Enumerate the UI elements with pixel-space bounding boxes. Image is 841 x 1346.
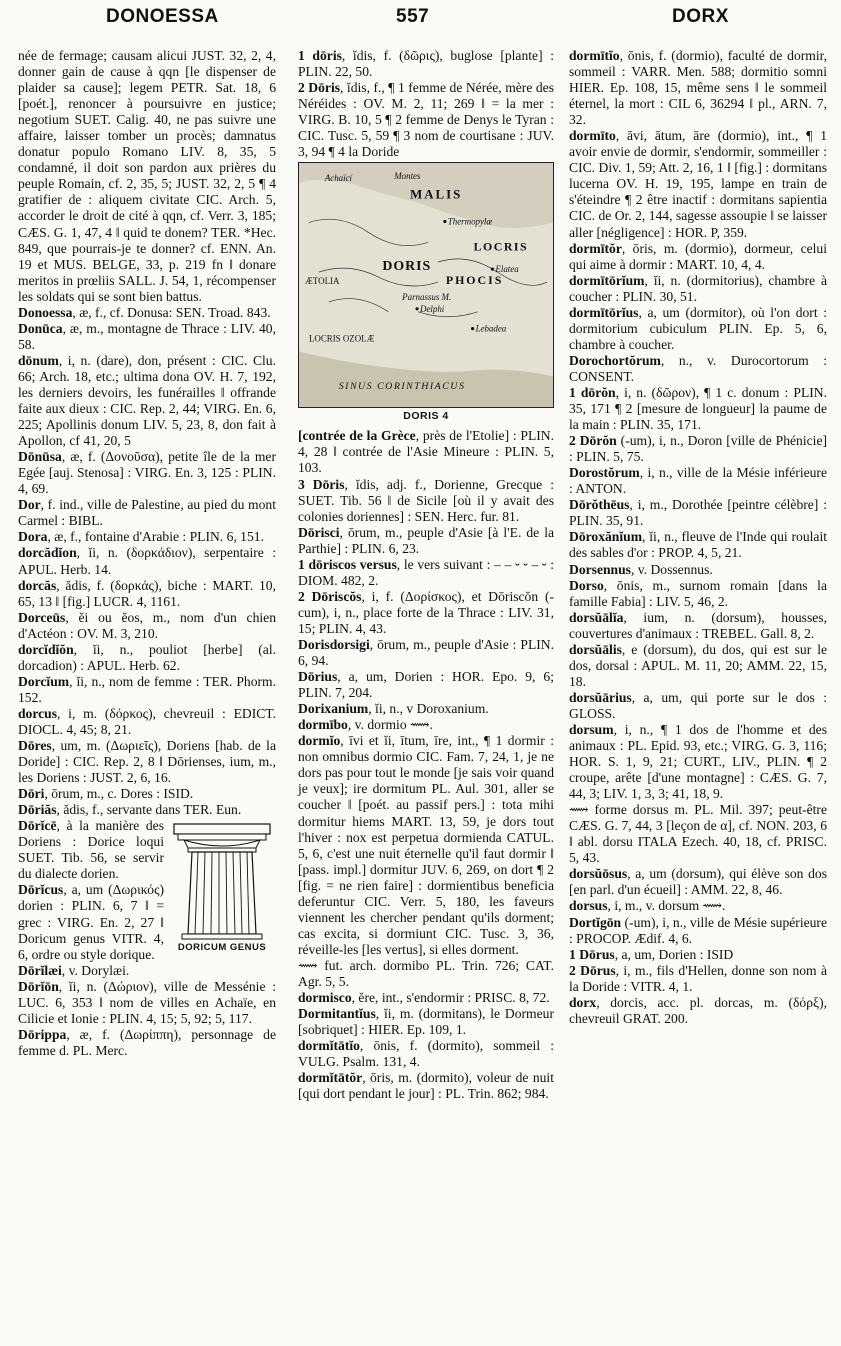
entry-dorcadion: dorcădĭon, ĭi, n. (δορκάδιον), serpentaire : APUL. Herb. 14. [18,545,276,577]
map-label-sinus-corinthiacus: SINUS CORINTHIACUS [338,381,466,393]
entry-dorsualia: dorsŭālĭa, ium, n. (dorsum), housses, couvertures d'animaux : TREBEL. Gall. 8, 2. [569,609,827,641]
entry-dora: Dora, æ, f., fontaine d'Arabie : PLIN. 6, 151. [18,529,264,545]
headword: 2 Dōriscŏs [298,588,362,604]
entry-dormito: dormīto, āvi, ātum, āre (dormio), int., ¶ 1 avoir envie de dormir, s'endormir, sommeiller : CIC. Div. 1, 59; Att. 2, 16, 1 ‖ [fig.] : dormitans lucerna OV. H. 19, 195, lampe en train de s'éteindre ¶ 2 être inactif : dormitans sapientia CIC. de Or. 2, 144, sagesse assoupie ‖ se laisser aller [négligence] : HOR. P, 359. [569,128,827,240]
headword: 1 Dōrus [569,946,615,962]
headword: 1 dōris [298,48,342,63]
entry-doricus: Dōrĭcus, a, um (Δωρικός) dorien : PLIN. 6, 7 ‖ = grec : VIRG. En. 2, 27 ‖ Doricum genus VITR. 4, 6, ordre ou style dorique. [18,882,164,962]
headword: dorsŭārius [569,689,632,705]
entry-dorisdorsigi: Dorisdorsigi, ōrum, m., peuple d'Asie : PLIN. 6, 94. [298,636,554,669]
entry-dormitorius: dormītōrĭus, a, um (dormitor), où l'on dort : dormitorium cubiculum PLIN. Ep. 5, 6, chambre à coucher. [569,304,827,352]
entry-donum: dōnum, i, n. (dare), don, présent : CIC. Clu. 66; Arch. 18, etc.; ultima dona OV. H. 7, 192, les derniers devoirs, les funérailles ‖ offrande faite aux dieux : CIC. Rep. 2, 44; VIRG. En. 6, 225; Apollinis donum LIV. 5, 23, 8, don fait à Apollon, cf 41, 20, 5 [18,352,276,449]
headword: dorsŭōsus [569,866,628,882]
map-label-parnassus: Parnassus M. [402,292,452,303]
headword: Dōrius [298,669,338,685]
entry-dorsum: dorsum, i, n., ¶ 1 dos de l'homme et des animaux : PL. Epid. 93, etc.; VIRG. G. 3, 116; HOR. S. 1, 9, 21; CURT., LIV., PLIN. ¶ 2 croupe, arête [d'une montagne] : CÆS. G. 7, 44, 3; LIV. 1, 3, 3; 41, 18, 9. [569,721,827,802]
entry-dortigon: Dortĭgōn (-um), i, n., ville de Mésie supérieure : PROCOP. Ædif. 4, 6. [569,914,827,946]
entry-dorcus: dorcus, i, m. (δόρκος), chevreuil : EDICT. DIOCL. 4, 45; 8, 21. [18,705,276,737]
headword: Dor [18,497,41,513]
running-head [0,6,841,31]
headword: [contrée de la Grèce [298,428,416,444]
headword: Dora [18,529,48,545]
headword: dōnum [18,352,59,368]
entry-dormitantius: Dormitantĭus, ĭi, m. (dormitans), le Dormeur [sobriquet] : HIER. Ep. 109, 1. [298,1006,554,1038]
headword: dormītŏr [569,240,622,256]
headword: Dorisdorsigi [298,636,370,652]
headword: Donoessa [18,304,73,320]
entry-dorx: dorx, dorcis, acc. pl. dorcas, m. (δόρξ), chevreuil GRAT. 200. [569,994,827,1026]
entry-doris-3: 3 Dōris, ĭdis, adj. f., Dorienne, Grecque : SUET. Tib. 56 ‖ de Sicile [où il y avait des colonies doriennes] : SEN. Herc. fur. 81. [298,476,554,524]
headword: Dōriăs [18,802,57,818]
headword: Dorsennus [569,561,631,577]
headword: dormisco [298,990,352,1006]
entry-doris-1: 1 dōris, ĭdis, f. (δῶρις), buglose [plante] : PLIN. 22, 50. [298,48,554,80]
entry-dorsennus: Dorsennus, v. Dossennus. [569,561,713,577]
entry-dormio: dormĭo, īvi et ĭi, ītum, īre, int., ¶ 1 dormir : non omnibus dormio CIC. Fam. 7, 24, 1, je ne dors pas pour tout le monde [je sais voir quand je veux]; ire dormitum PL. Aul. 301, aller se coucher ‖ [poét. au passif pers.] : tota mihi dormitur hiems MART. 13, 59, je dors tout l'hiver : nox est perpetua dormienda CATUL. 5, 6, c'est une nuit éternelle qu'il faut dormir ‖ [pass. impl.] dormitur JUV. 6, 269, on dort ¶ 2 [fig. = ne rien faire] : dormientibus beneficia deferuntur CIC. Verr. 5, 180, les faveurs viennent les chercher pendant qu'ils dorment; cas excita, si dormiunt CIC. Tusc. 3, 36, réveille-les [les vertus], si elles dorment. [298,733,554,957]
headword: 3 Dōris [298,476,345,492]
entry-dormitor: dormītŏr, ōris, m. (dormio), dormeur, celui qui aime à dormir : MART. 10, 4, 4. [569,240,827,272]
headword: 2 Dōris [298,80,341,96]
guide-word-right: DORX [672,6,729,27]
entry-dorso: Dorso, ōnis, m., surnom romain [dans la famille Fabia] : LIV. 5, 46, 2. [569,577,827,609]
column-1 [18,48,276,1059]
headword: Dōrippa [18,1026,67,1042]
headword: Dortĭgōn [569,914,622,930]
headword: Dōrŏthēus [569,497,630,513]
entry-dormio-note: ⟿ fut. arch. dormibo PL. Trin. 726; CAT. Agr. 5, 5. [298,957,554,989]
headword: dorsŭālĭa [569,609,624,625]
entry-doriscos-versus: 1 dōriscos versus, le vers suivant : – – ⏑ ⏑ – ⏑ : DIOM. 482, 2. [298,556,554,588]
entry-donuca: Donūca, æ, m., montagne de Thrace : LIV. 40, 58. [18,320,276,352]
headword: dormībo [298,717,348,733]
headword: 2 Dōrus [569,962,616,978]
entry-dorcidion: dorcĭdĭŏn, ĭi, n., pouliot [herbe] (al. dorcadion) : APUL. Herb. 62. [18,641,276,673]
entry-dorus-1: 1 Dōrus, a, um, Dorien : ISID [569,946,734,962]
entry-dorotheus: Dōrŏthēus, i, m., Dorothée [peintre célèbre] : PLIN. 35, 91. [569,497,827,529]
headword: Dōrĭcus [18,882,64,898]
headword: Dōri [18,786,45,802]
column-2 [298,48,554,1102]
headword: Dōrĭcē [18,818,57,834]
headword: dorcăs [18,577,57,593]
map-label-locris: LOCRIS [473,239,529,254]
entry-dor: Dor, f. ind., ville de Palestine, au pied du mont Carmel : BIBL. [18,497,276,529]
entry-doris-2-cont: [contrée de la Grèce, près de l'Etolie] : PLIN. 4, 28 ‖ contrée de l'Asie Mineure : PLIN. 5, 103. [298,428,555,476]
entry-dorochortorum: Dorochortŏrum, n., v. Durocortorum : CONSENT. [569,352,827,384]
entry-doriscos-2: 2 Dōriscŏs, i, f. (Δορίσκος), et Dōriscŏn (-cum), i, n., place forte de la Thrace : LIV. 31, 15; PLIN. 4, 43. [298,588,554,636]
headword: dorx [569,994,597,1010]
headword: Dorcĭum [18,673,70,689]
headword: Dorochortŏrum [569,352,661,368]
headword: 2 Dōrŏn [569,433,617,449]
headword: Dōroxănĭum [569,529,643,545]
headword: Dōrĭōn [18,978,59,994]
entry-dorsum-note: ⟿ forme dorsus m. PL. Mil. 397; peut-être CÆS. G. 7, 44, 3 [leçon de α], cf. NON. 203, 6 ‖ abl. dorsu ITALA Ezech. 40, 18, cf. PRISC. 5, 43. [569,802,827,866]
map-label-achaici: Achaïcí [324,173,353,184]
headword: dorsŭālis [569,641,622,657]
entry-dorilaei: Dōrĭlæi, v. Dorylæi. [18,962,130,978]
entry-dorixanium: Dorixanium, ĭi, n., v Doroxanium. [298,701,489,717]
headword: Dormitantĭus [298,1006,376,1022]
headword: Dōres [18,738,52,754]
headword: dormītōrĭum [569,272,645,288]
headword: dorcus [18,705,58,721]
entry-dormibo: dormībo, v. dormio ⟿. [298,717,433,733]
entry-dorceus: Dorceūs, ĕi ou ĕos, m., nom d'un chien d'Actéon : OV. M. 3, 210. [18,609,276,641]
headword: dorcĭdĭŏn [18,641,74,657]
headword: Dorso [569,577,604,593]
headword: dormĭtātĭo [298,1038,360,1054]
entry-doron-2: 2 Dōrŏn (-um), i, n., Doron [ville de Phénicie] : PLIN. 5, 75. [569,433,828,465]
entry-dorus-2: 2 Dōrus, i, m., fils d'Hellen, donne son nom à la Doride : VITR. 4, 1. [569,962,827,994]
entry-doron-1: 1 dōrŏn, i, n. (δῶρον), ¶ 1 c. donum : PLIN. 35, 171 ¶ 2 [mesure de longueur] la paume de la main : PLIN. 35, 171. [569,384,827,433]
headword: 1 dōriscos versus [298,556,397,572]
entry-dormitorium: dormītōrĭum, ĭi, n. (dormitorius), chambre à coucher : PLIN. 30, 51. [569,272,827,304]
headword: Dōrisci [298,524,340,540]
headword: dorsum [569,721,614,737]
doris-map [298,162,554,408]
entry-dorisci: Dōrisci, ōrum, m., peuple d'Asie [à l'E. de la Parthie] : PLIN. 6, 23. [298,524,554,556]
headword: Dorceūs [18,609,66,625]
map-label-elatea: Elatea [495,264,519,275]
column-3 [569,48,827,1027]
doris-map-figure [298,162,554,424]
map-label-doris: DORIS [382,259,432,275]
map-label-locris-ozolae: LOCRIS OZOLÆ [308,333,375,344]
headword: dorsus [569,898,608,914]
headword: Donūca [18,320,63,336]
entry-dormitator: dormĭtātŏr, ōris, m. (dormito), voleur de nuit [qui dort pendant le jour] : PL. Trin. 862; 984. [298,1070,554,1102]
headword: Dōrĭlæi [18,962,62,978]
map-label-aetolia: ÆTOLIA [304,276,340,287]
map-label-malis: MALIS [410,188,463,203]
entry-dormisco: dormisco, ĕre, int., s'endormir : PRISC. 8, 72. [298,990,550,1006]
entry-dores: Dōres, um, m. (Δωριεῖς), Doriens [hab. de la Doride] : CIC. Rep. 2, 8 ‖ Dōrienses, ium, m., les Doriens : JUST. 2, 6, 16. [18,738,276,786]
headword: 1 dōrŏn [569,384,616,400]
doric-column-figure [168,822,276,956]
entry-dori: Dōri, ōrum, m., c. Dores : ISID. [18,786,194,802]
entry-dorostorum: Dorostŏrum, i, n., ville de la Mésie inférieure : ANTON. [569,465,827,497]
entry-doroxanium: Dōroxănĭum, ĭi, n., fleuve de l'Inde qui roulait des sables d'or : PROP. 4, 5, 21. [569,529,827,561]
headword: Dōnūsa [18,449,62,465]
entry-dorius: Dōrius, a, um, Dorien : HOR. Epo. 9, 6; PLIN. 7, 204. [298,669,554,701]
entry-dorias: Dōriăs, ădis, f., servante dans TER. Eun. [18,802,242,818]
entry-donusa: Dōnūsa, æ, f. (Δονοῦσα), petite île de la mer Egée [auj. Stenosa] : VIRG. En. 3, 125 : PLIN. 4, 69. [18,449,276,497]
map-caption: DORIS 4 [403,410,449,423]
entry-dorsualis: dorsŭālis, e (dorsum), du dos, qui est sur le dos, dorsal : APUL. M. 11, 20; AMM. 22, 15, 18. [569,641,827,689]
guide-word-left: DONOESSA [106,6,219,27]
map-label-delphi: Delphi [420,304,445,315]
entry-continuation: née de fermage; causam alicui JUST. 32, 2, 4, donner gain de cause à qqn [le dispenser de plaider sa cause]; legem PETR. Sat. 18, 6 [poét.], renoncer à poursuivre en justice; negotium SUET. Calig. 40, ne pas suivre une affaire, laisser tomber un procès; damnatus donatur populo Romano LIV. 8, 35, 5 condamné, il doit son pardon aux prières du peuple Romain, cf. 2, 35, 5; JUST. 32, 2, 5 ¶ 4 gratifier de : aliquem civitate CIC. Arch. 5, accorder le droit de cité à qqn, cf. Verr. 3, 185; CÆS. G. 1, 47, 4 ‖ quid te donem? TER. *Hec. 849, que pourrais-je te donner? cf. ENN. An. 19 et MUS. BELGE, 33, p. 219 fn ‖ donare meritos in prœliis SALL. J. 54, 1, récompenser les soldats qui se sont bien battus. [18,48,276,304]
headword: dormīto [569,128,616,144]
entry-dormitio: dormītĭo, ōnis, f. (dormio), faculté de dormir, sommeil : VARR. Men. 588; dormitio somni HIER. Ep. 108, 15, même sens ‖ le sommeil éternel, la mort : CIL 6, 36294 ‖ pl., ARN. 7, 32. [569,48,827,128]
map-label-lebadea: Lebadea [475,323,507,334]
entry-dorion: Dōrĭōn, ĭi, n. (Δώριον), ville de Messénie : LUC. 6, 353 ‖ nom de villes en Achaïe, en Cilicie et Ionie : PLIN. 4, 15; 5, 92; 5, 117. [18,978,276,1026]
page-number: 557 [396,6,430,27]
map-label-phocis: PHOCIS [445,273,504,288]
headword: dormĭtātŏr [298,1070,363,1086]
entry-dorcas: dorcăs, ădis, f. (δορκάς), biche : MART. 10, 65, 13 ‖ [fig.] LUCR. 4, 1161. [18,577,276,609]
entry-dormitatio: dormĭtātĭo, ōnis, f. (dormito), sommeil : VULG. Psalm. 131, 4. [298,1038,554,1070]
entry-dorsus: dorsus, i, m., v. dorsum ⟿. [569,898,726,914]
entry-donoessa: Donoessa, æ, f., cf. Donusa: SEN. Troad. 843. [18,304,271,320]
doric-column-caption: DORICUM GENUS [177,942,267,954]
entry-doris-2: 2 Dōris, ĭdis, f., ¶ 1 femme de Nérée, mère des Néréides : OV. M. 2, 11; 269 ‖ = la mer : VIRG. B. 10, 5 ¶ 2 femme de Denys le Tyran : CIC. Tusc. 5, 59 ¶ 3 nom de courtisane : JUV. 3, 94 ¶ 4 la Doride [298,80,554,160]
entry-dorsuarius: dorsŭārius, a, um, qui porte sur le dos : GLOSS. [569,689,827,721]
entry-dorsuosus: dorsŭōsus, a, um (dorsum), qui élève son dos [en parl. d'un écueil] : AMM. 22, 8, 46. [569,866,827,898]
headword: dormītĭo [569,48,620,63]
map-label-montes: Montes [394,171,421,182]
headword: dormĭo [298,733,341,749]
headword: Dorostŏrum [569,465,640,481]
entry-dorippa: Dōrippa, æ, f. (Δωρίππη), personnage de femme d. PL. Merc. [18,1026,276,1058]
entry-dorice: Dōrĭcē, à la manière des Doriens : Dorice loqui SUET. Tib. 56, se servir du dialecte dorien. [18,818,164,882]
headword: dormītōrĭus [569,304,639,320]
doric-column-illustration [168,822,276,940]
entry-dorcium: Dorcĭum, ĭi, n., nom de femme : TER. Phorm. 152. [18,673,276,705]
map-label-thermopylae: Thermopylæ [447,216,493,227]
headword: dorcădĭon [18,545,77,561]
headword: Dorixanium [298,701,369,717]
